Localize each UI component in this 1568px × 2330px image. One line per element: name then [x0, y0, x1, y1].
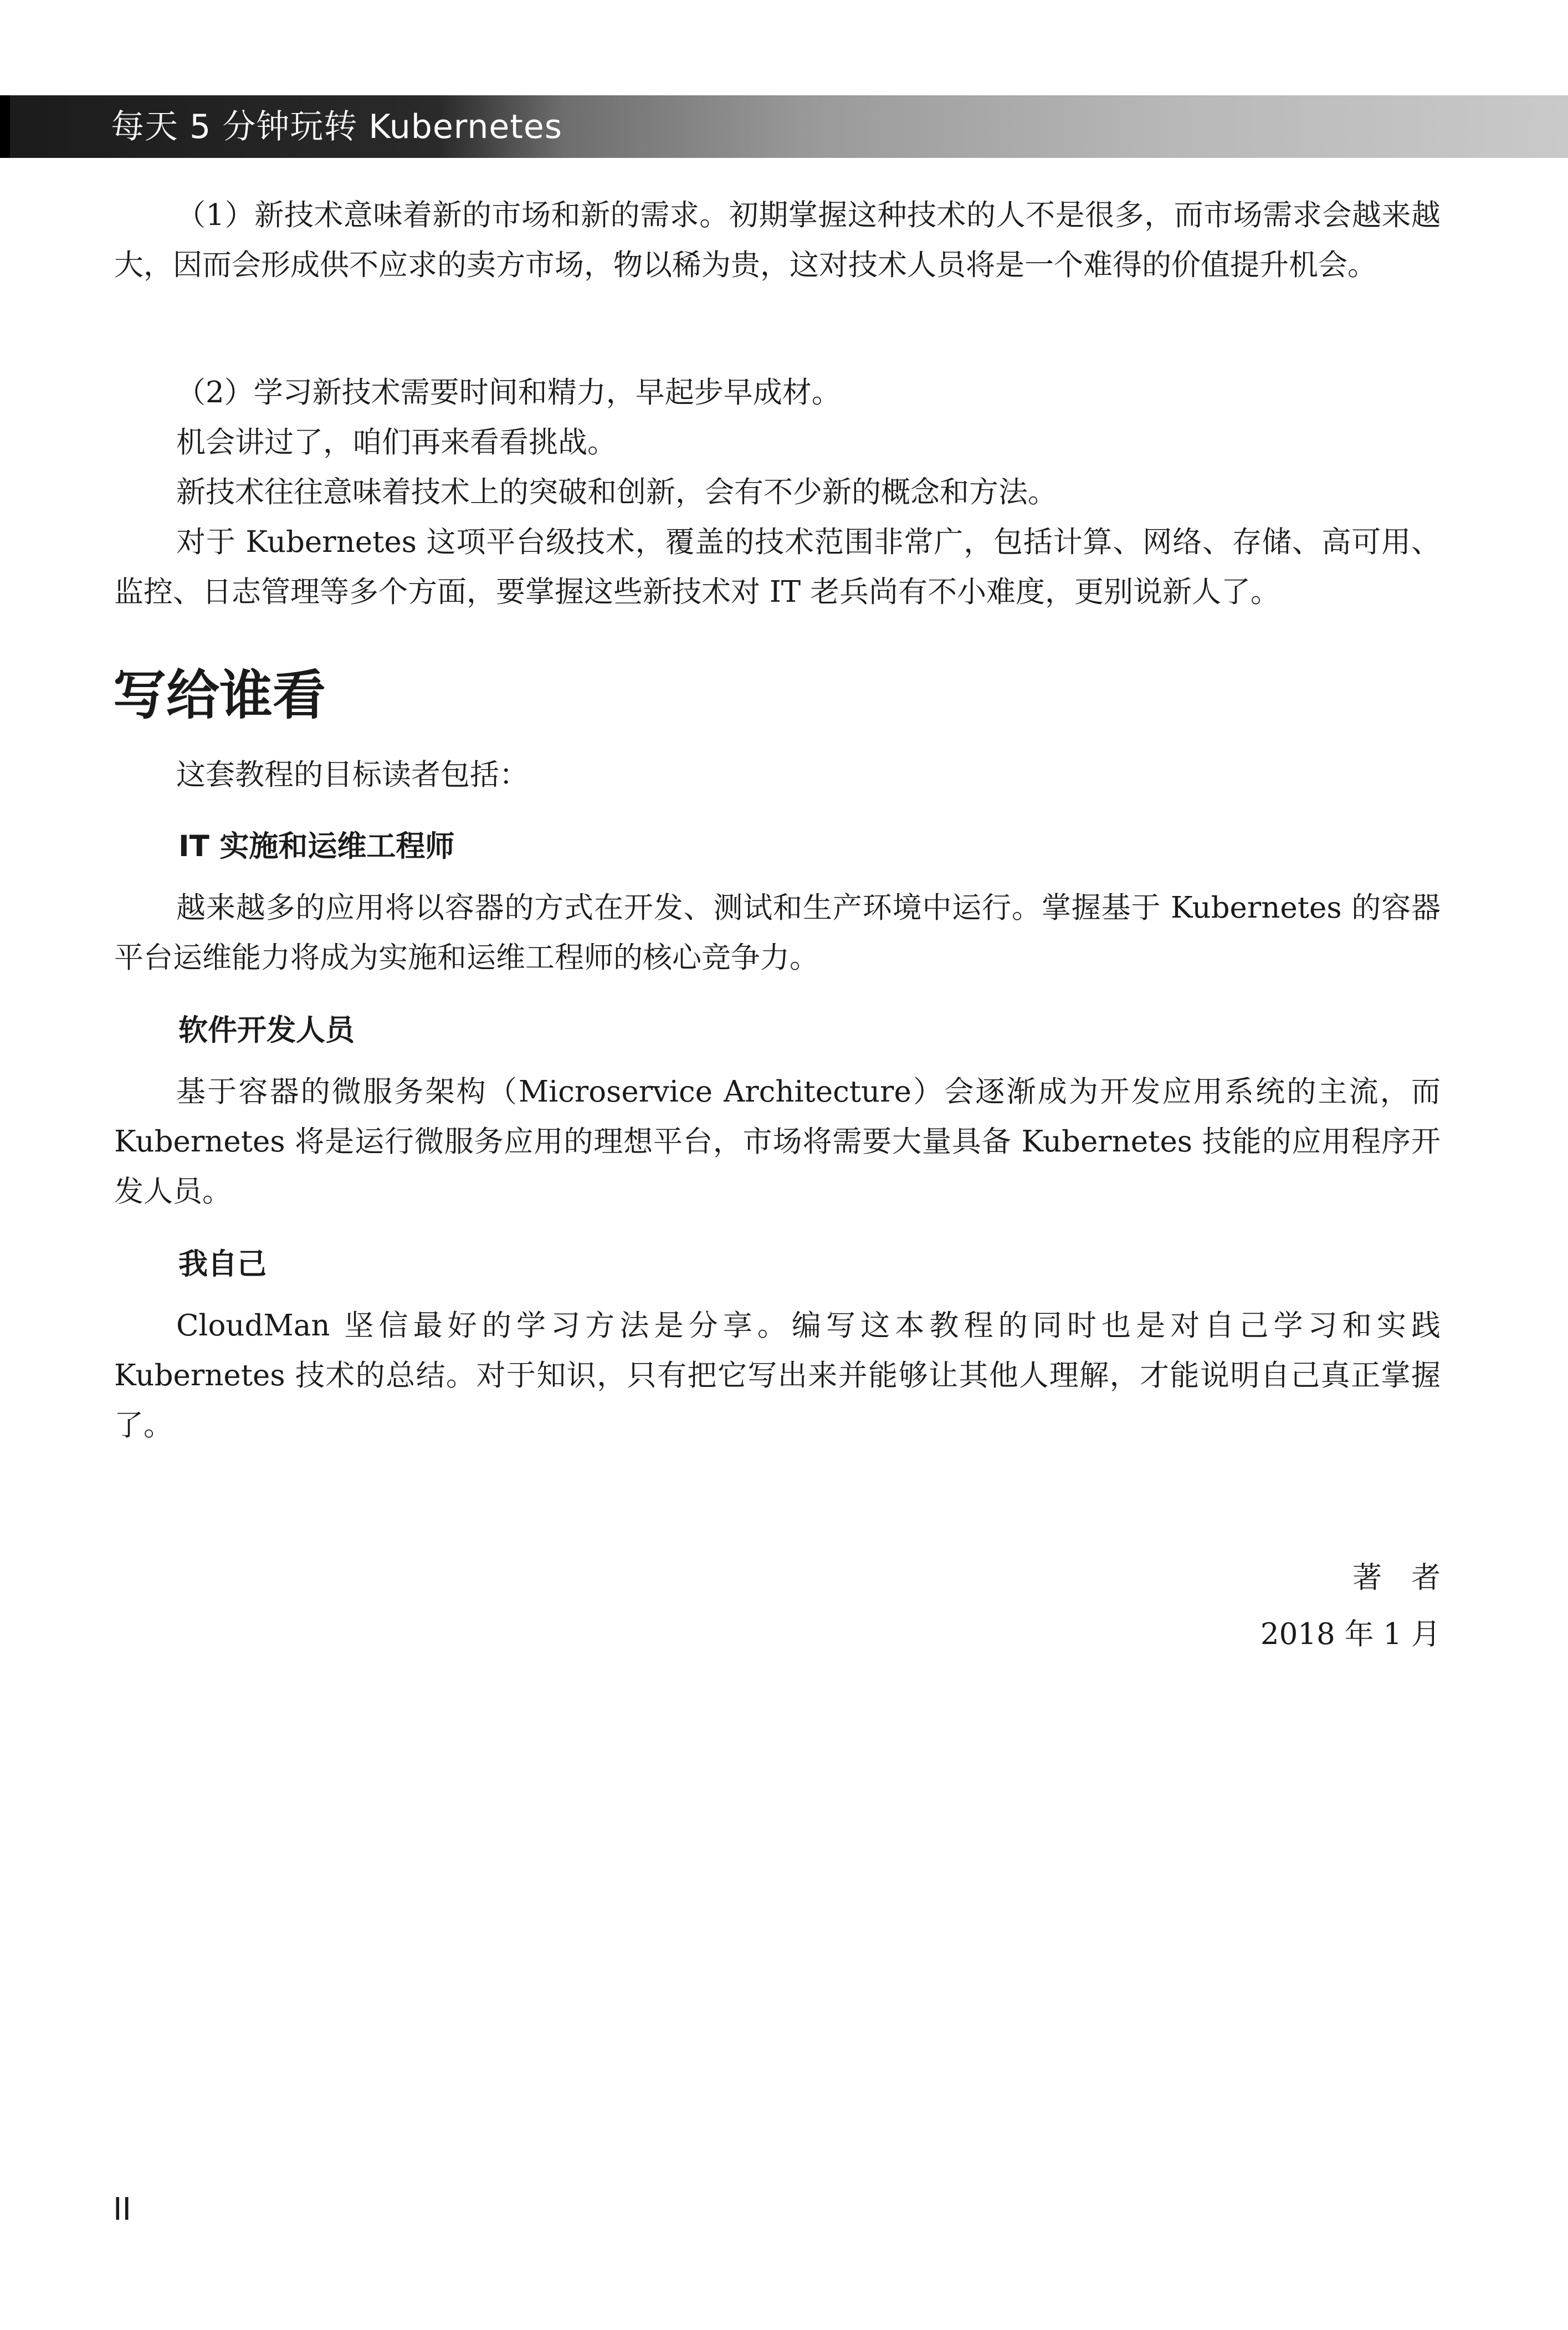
audience-body-dev: 基于容器的微服务架构（Microservice Architecture）会逐渐成为开发应用系统的主流，而 Kubernetes 将是运行微服务应用的理想平台，市场将需要大量具备 Kubernetes 技能的应用程序开发人员。	[114, 1075, 1441, 1208]
intro-paragraph-1: （1）新技术意味着新的市场和新的需求。初期掌握这种技术的人不是很多，而市场需求会越来越大，因而会形成供不应求的卖方市场，物以稀为贵，这对技术人员将是一个难得的价值提升机会。	[114, 198, 1441, 282]
audience-heading-self: 我自己	[178, 1247, 267, 1281]
signature-author: 著 者	[1352, 1561, 1441, 1595]
audience-body-self: CloudMan 坚信最好的学习方法是分享。编写这本教程的同时也是对自己学习和实践 Kubernetes 技术的总结。对于知识，只有把它写出来并能够让其他人理解，才能说明自己真正掌握了。	[114, 1309, 1441, 1442]
intro-paragraph-4: 新技术往往意味着技术上的突破和创新，会有不少新的概念和方法。	[176, 475, 1057, 509]
audience-heading-dev: 软件开发人员	[178, 1013, 355, 1047]
audience-heading-ops: IT 实施和运维工程师	[178, 829, 455, 863]
audience-body-ops: 越来越多的应用将以容器的方式在开发、测试和生产环境中运行。掌握基于 Kubernetes 的容器平台运维能力将成为实施和运维工程师的核心竞争力。	[114, 891, 1441, 975]
signature-date: 2018 年 1 月	[1260, 1617, 1441, 1651]
intro-paragraph-5: 对于 Kubernetes 这项平台级技术，覆盖的技术范围非常广，包括计算、网络、存储、高可用、监控、日志管理等多个方面，要掌握这些新技术对 IT 老兵尚有不小难度，更别说新人了。	[114, 525, 1441, 609]
intro-paragraph-3: 机会讲过了，咱们再来看看挑战。	[176, 426, 617, 459]
section-title: 写给谁看	[113, 664, 326, 726]
intro-paragraph-2: （2）学习新技术需要时间和精力，早起步早成材。	[176, 376, 841, 409]
header-edge-mark	[0, 95, 10, 158]
section-lead: 这套教程的目标读者包括：	[176, 758, 529, 792]
running-header-title: 每天 5 分钟玩转 Kubernetes	[111, 107, 563, 146]
page-number: II	[113, 2191, 132, 2227]
